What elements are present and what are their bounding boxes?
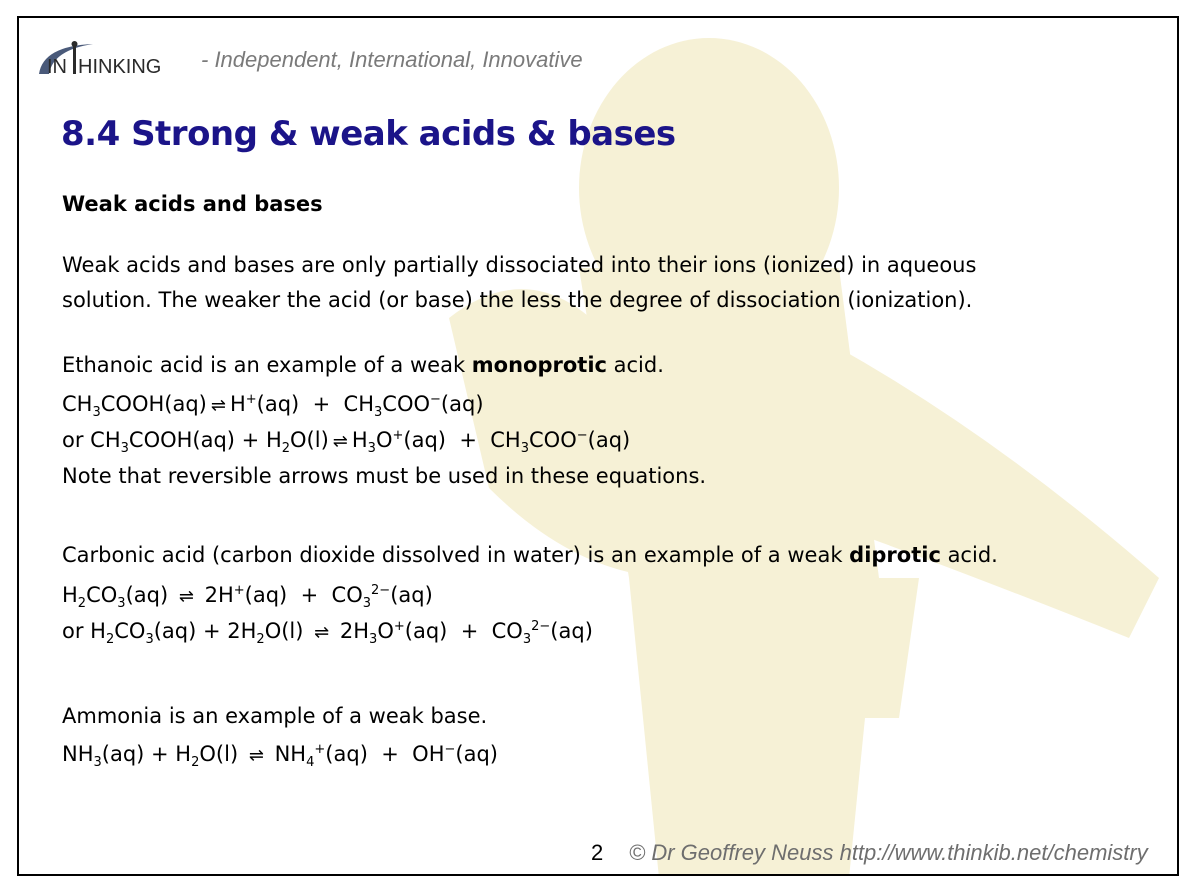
ammonia-equation: $NH_3(aq) + H_2O(l)$ ⇌ $NH_4^+(aq) + OH^-(aq)$: [62, 742, 498, 770]
equilibrium-arrow-icon: ⇌: [314, 622, 330, 643]
intro-line-1: Weak acids and bases are only partially dissociated into their ions (ionized) in aqueous: [62, 253, 977, 277]
svg-text:IN: IN: [47, 56, 67, 78]
carbonic-intro: [62, 541, 998, 569]
ammonia-intro: Ammonia is an example of a weak base.: [62, 704, 488, 728]
page-number: 2: [591, 840, 604, 865]
ethanoic-tail-text: acid.: [606, 353, 664, 377]
ethanoic-equation-1: $CH_3COOH(aq)$ ⇌ $H^+(aq) + CH_3COO^-(aq)$: [62, 392, 484, 420]
intro-line-2: solution. The weaker the acid (or base) the less the degree of dissociation (ionization).: [62, 288, 973, 312]
ethanoic-intro: [62, 351, 664, 379]
carbonic-equation-2: or $H_2CO_3(aq) + 2H_2O(l)$ ⇌ $2H_3O^+(aq) + CO_3^{2-}(aq)$: [62, 619, 593, 647]
equilibrium-arrow-icon: ⇌: [332, 431, 348, 452]
reversible-arrow-note: Note that reversible arrows must be used in these equations.: [62, 464, 707, 488]
carbonic-equation-1: $H_2CO_3(aq)$ ⇌ $2H^+(aq) + CO_3^{2-}(aq)$: [62, 583, 433, 611]
carbonic-tail-text: acid.: [940, 543, 998, 567]
inthinking-logo: [33, 40, 183, 80]
slide: [17, 16, 1179, 876]
monoprotic-term: monoprotic: [471, 353, 607, 377]
diprotic-term: diprotic: [849, 543, 941, 567]
equilibrium-arrow-icon: ⇌: [178, 586, 194, 607]
ethanoic-equation-2: or $CH_3COOH(aq) + H_2O(l)$ ⇌ $H_3O^+(aq) + CH_3COO^-(aq)$: [62, 428, 631, 456]
equilibrium-arrow-icon: ⇌: [248, 745, 264, 766]
svg-text:HINKING: HINKING: [78, 56, 162, 78]
ethanoic-lead-text: Ethanoic acid is an example of a weak: [62, 353, 472, 377]
copyright-footer: © Dr Geoffrey Neuss http://www.thinkib.net/chemistry: [629, 840, 1148, 865]
slide-title: 8.4 Strong & weak acids & bases: [61, 114, 676, 154]
carbonic-lead-text: Carbonic acid (carbon dioxide dissolved in water) is an example of a weak: [62, 543, 850, 567]
section-heading: Weak acids and bases: [62, 192, 323, 216]
equilibrium-arrow-icon: ⇌: [210, 395, 226, 416]
header-tagline: - Independent, International, Innovative: [201, 47, 583, 72]
